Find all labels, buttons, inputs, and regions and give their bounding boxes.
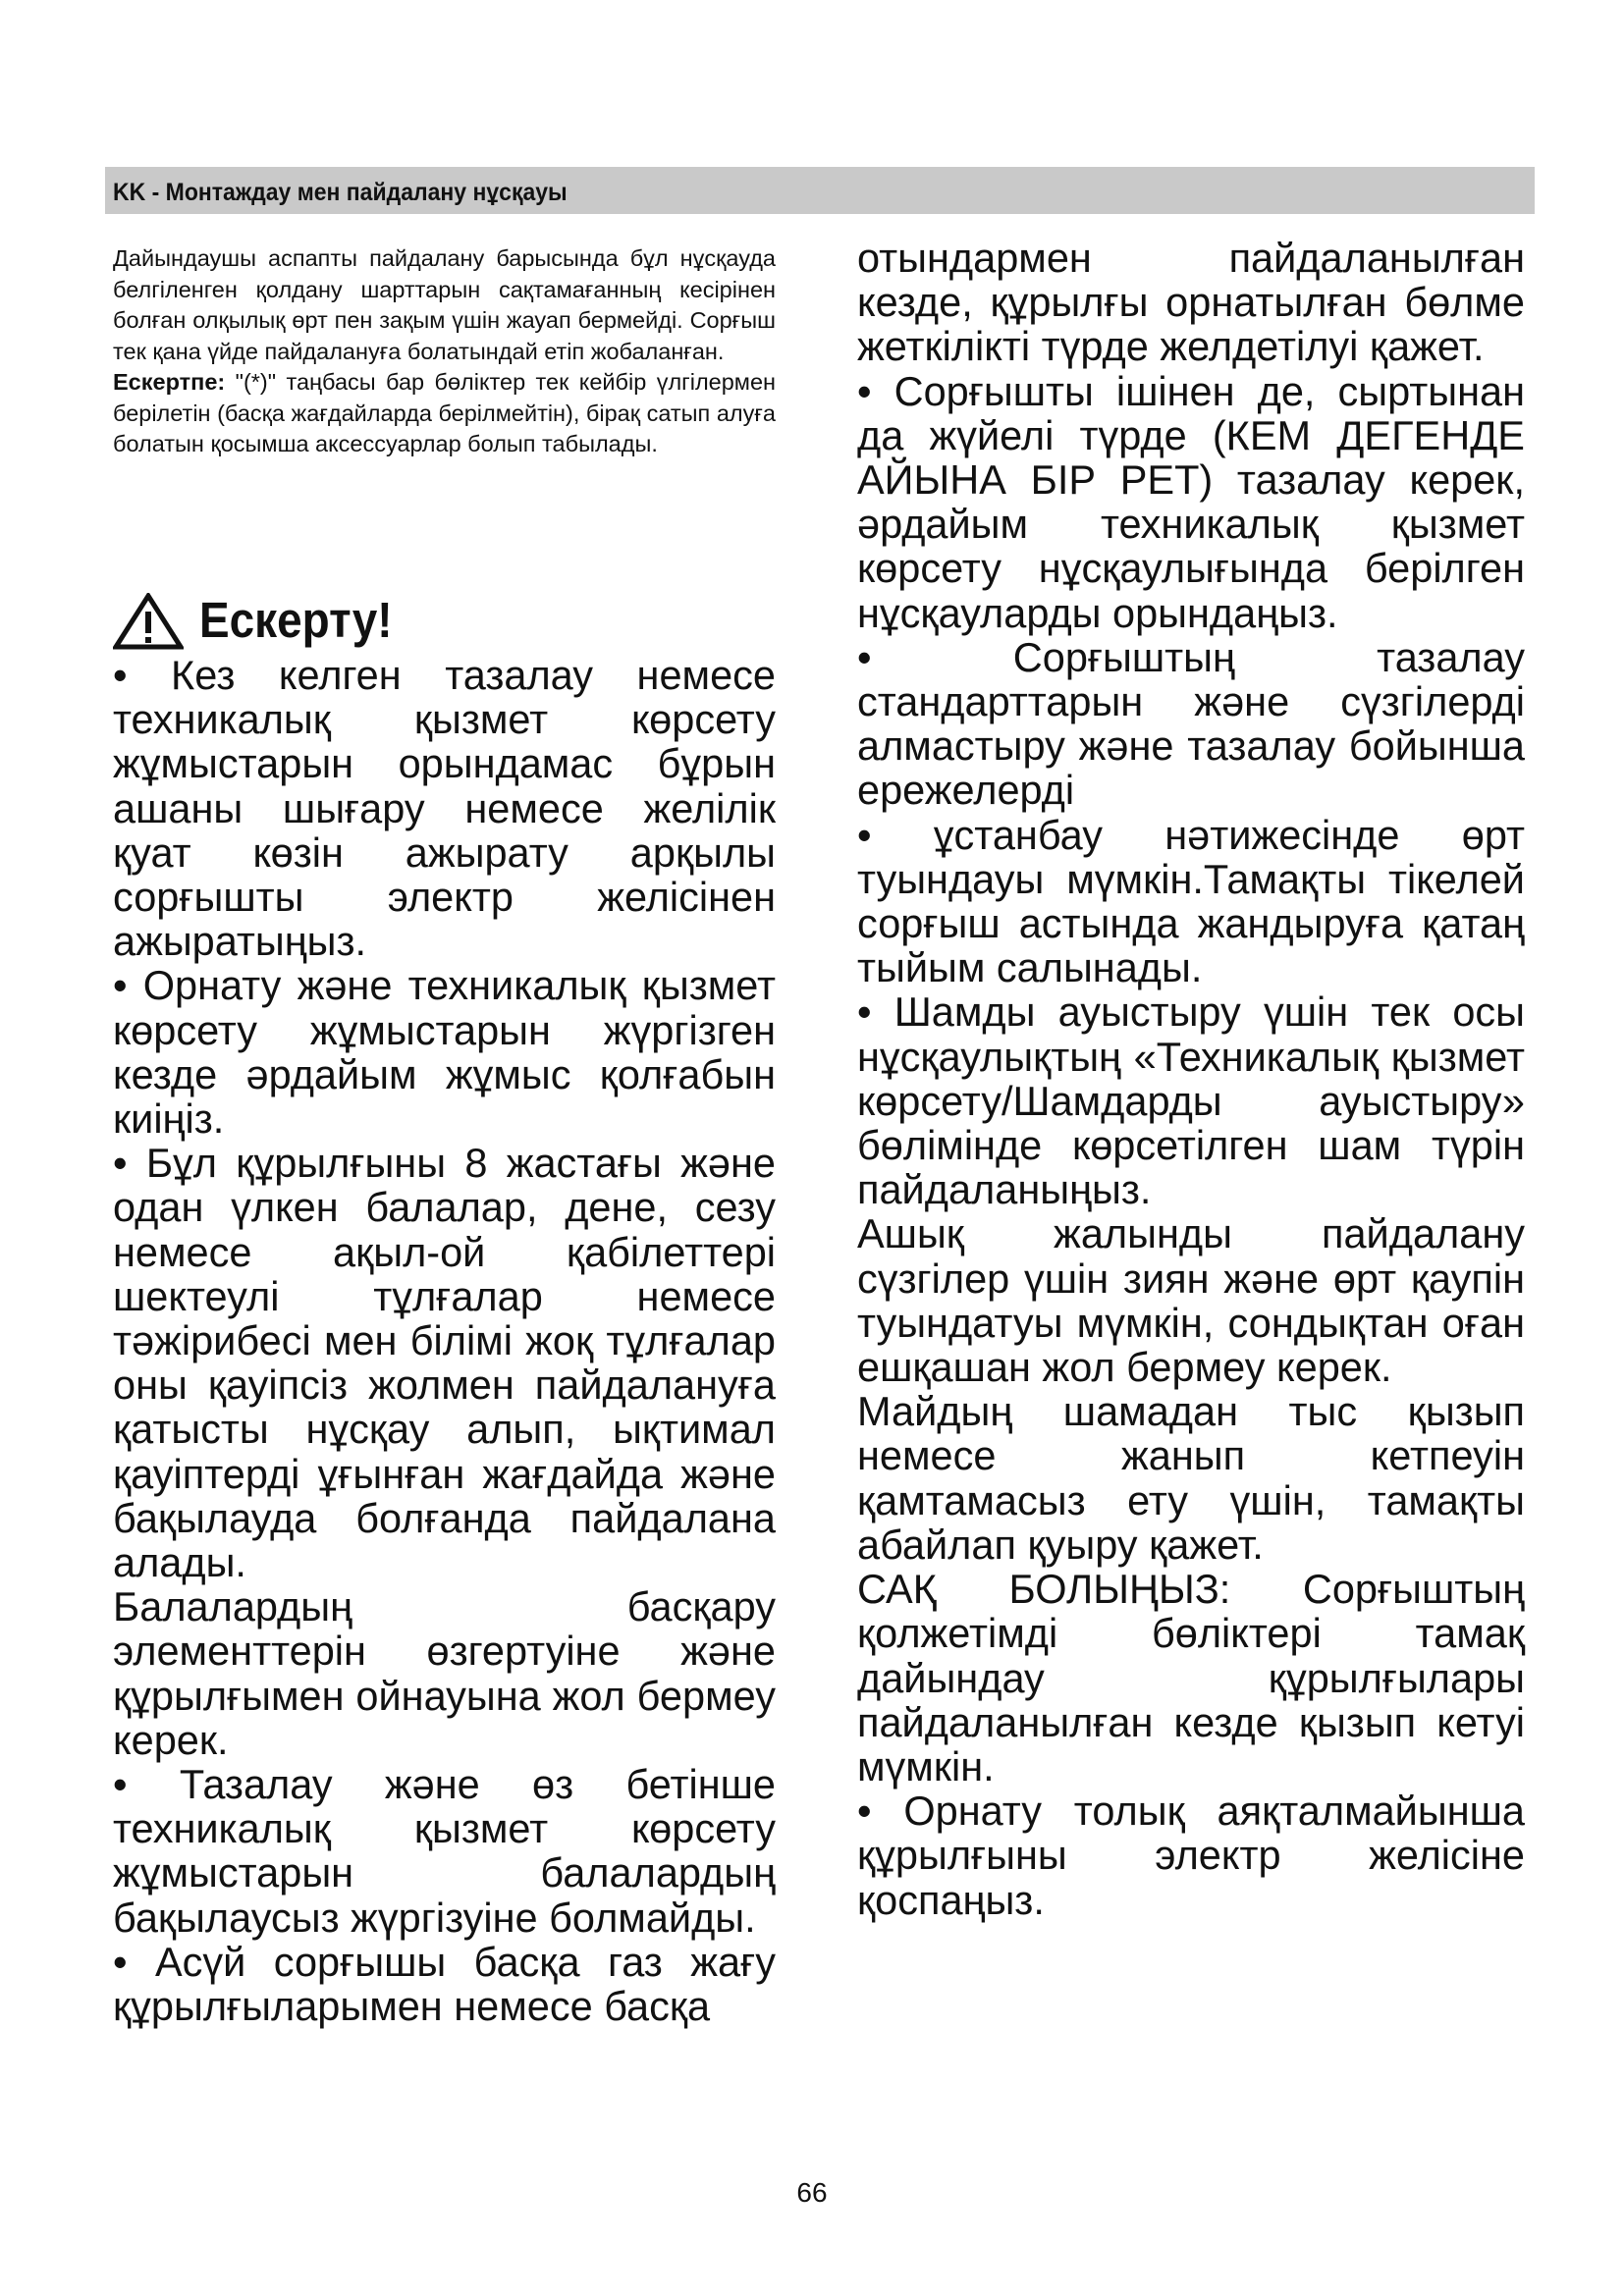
paragraph-lamp-replacement: • Шамды ауыстыру үшін тек осы нұсқаулықтың «Техникалық қызмет көрсету/Шамдарды ауыстыру» бөлімінде көрсетілген шам түрін пайдаланыңыз. xyxy=(857,988,1525,1213)
paragraph-frying: Майдың шамадан тыс қызып немесе жанып кетпеуін қамтамасыз ету үшін, тамақты абайлап қуыру қажет. xyxy=(857,1388,1525,1568)
paragraph-ventilation: отындармен пайдаланылған кезде, құрылғы орнатылған бөлме жеткілікті түрде желдетілуі қажет. xyxy=(857,235,1525,370)
paragraph-disconnect: • Кез келген тазалау немесе техникалық қызмет көрсету жұмыстарын орындамас бұрын ашаны шығару немесе желілік қуат көзін ажырату арқылы сорғышты электр желісінен ажыратыңыз. xyxy=(113,652,776,965)
paragraph-children-controls: Балалардың басқару элементтерін өзгертуіне және құрылғымен ойнауына жол бермеу керек. xyxy=(113,1583,776,1763)
right-column xyxy=(857,236,1525,1922)
left-column xyxy=(113,653,776,2028)
note-label: Ескертпе: xyxy=(113,369,226,395)
paragraph-open-flame: Ашық жалынды пайдалану сүзгілер үшін зиян және өрт қаупін туындатуы мүмкін, сондықтан оған ешқашан жол бермеу керек. xyxy=(857,1210,1525,1391)
page-number: 66 xyxy=(796,2177,828,2208)
warning-triangle-icon xyxy=(113,593,184,650)
page-title: KK - Монтаждау мен пайдалану нұсқауы xyxy=(113,179,568,206)
paragraph-caution-hot: САҚ БОЛЫҢЫЗ: Сорғыштың қолжетімді бөліктері тамақ дайындау құрылғылары пайдаланылған кезде қызып кетуі мүмкін. xyxy=(857,1566,1525,1789)
paragraph-gloves: • Орнату және техникалық қызмет көрсету жұмыстарын жүргізген кезде әрдайым жұмыс қолғабын киіңіз. xyxy=(113,962,776,1143)
header-bar xyxy=(105,167,1535,214)
paragraph-filter-rules: • Сорғыштың тазалау стандарттарын және сүзгілерді алмастыру және тазалау бойынша ережелерді xyxy=(857,633,1525,814)
warning-title: Ескерту! xyxy=(199,592,393,648)
paragraph-regular-cleaning: • Сорғышты ішінен де, сыртынан да жүйелі түрде (КЕМ ДЕГЕНДЕ АЙЫНА БІР РЕТ) тазалау керек, әрдайым техникалық қызмет көрсету нұсқаулығында берілген нұсқауларды орындаңыз. xyxy=(857,367,1525,636)
paragraph-cleaning-children: • Тазалау және өз бетінше техникалық қызмет көрсету жұмыстарын балалардың бақылаусыз жүргізуіне болмайды. xyxy=(113,1761,776,1941)
paragraph-children-use: • Бұл құрылғыны 8 жастағы және одан үлкен балалар, дене, сезу немесе ақыл-ой қабілеттері шектеулі тұлғалар немесе тәжірибесі мен білімі жоқ тұлғалар оны қауіпсіз жолмен пайдалануға қатысты нұсқау алып, ықтимал қауіптерді ұғынған жағдайда және бақылауда болғанда пайдалана алады. xyxy=(113,1140,776,1586)
paragraph-installation: • Орнату толық аяқталмайынша құрылғыны электр желісіне қоспаңыз. xyxy=(857,1788,1525,1923)
paragraph-fire-risk: • ұстанбау нәтижесінде өрт туындауы мүмкін.Тамақты тікелей сорғыш астында жандыруға қатаң тыйым салынады. xyxy=(857,811,1525,991)
disclaimer-text: Дайындаушы аспапты пайдалану барысында бұл нұсқауда белгіленген қолдану шарттарын сақтамағанның кесірінен болған олқылық өрт пен зақым үшін жауап бермейді. Сорғыш тек қана үйде пайдалануға болатындай етіп жобаланған. xyxy=(113,245,776,364)
note-text: "(*)" таңбасы бар бөліктер тек кейбір үлгілермен берілетін (басқа жағдайларда берілмейтін), бірақ сатып алуға болатын қосымша аксессуарлар болып табылады. xyxy=(113,369,776,456)
note-paragraph xyxy=(113,367,776,460)
paragraph-gas-appliances: • Асүй сорғышы басқа газ жағу құрылғыларымен немесе басқа xyxy=(113,1938,776,2030)
intro-section xyxy=(113,243,776,460)
